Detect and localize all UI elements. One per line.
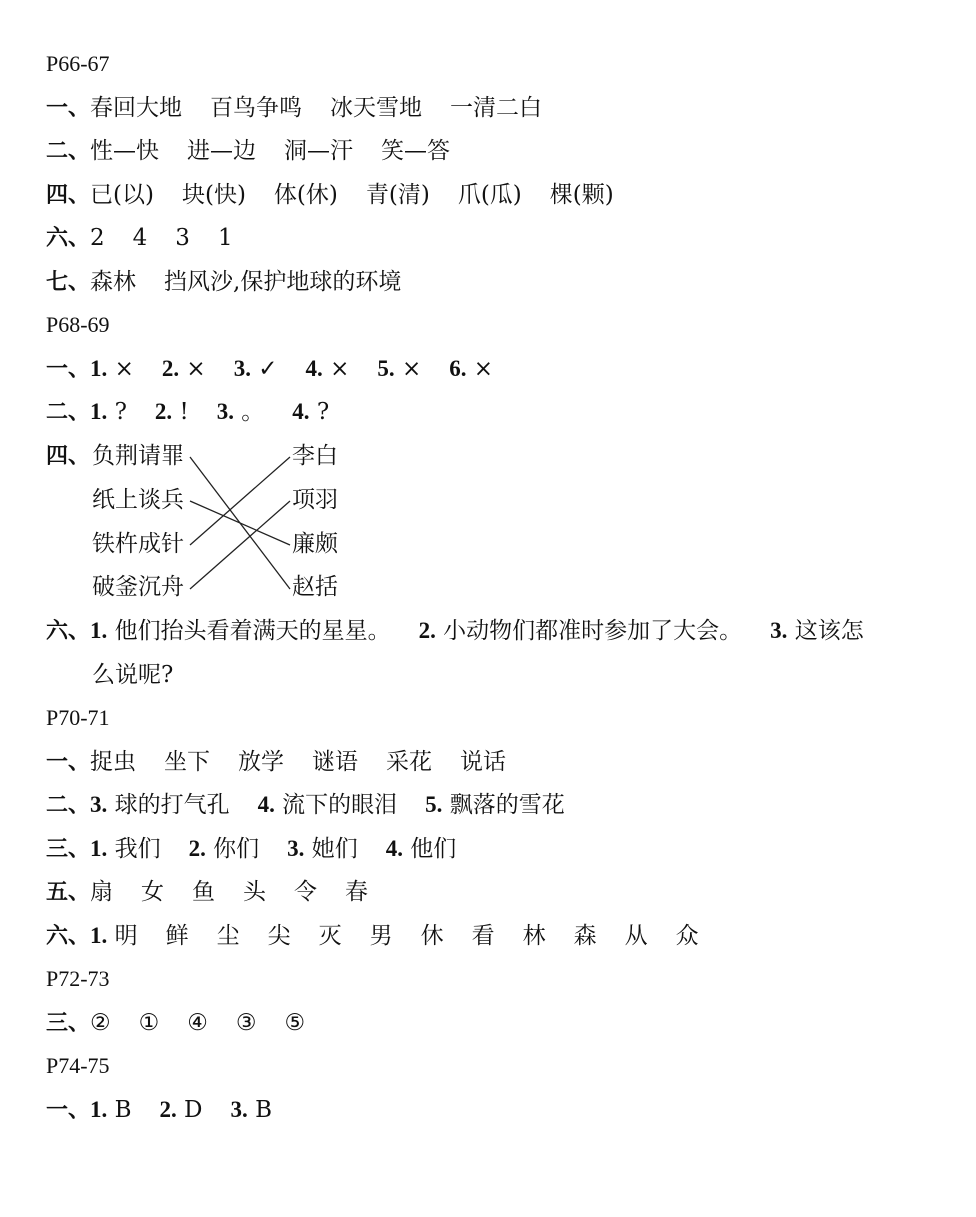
answer: 她们 — [311, 836, 358, 862]
answer: 飘落的雪花 — [449, 792, 565, 818]
p72-q3 — [46, 1003, 305, 1043]
idiom-left: 负荆请罪 — [92, 443, 184, 469]
section-label: 六、 — [46, 924, 91, 949]
item-number: 3. — [90, 792, 108, 817]
answer: 男 — [369, 923, 393, 949]
page-ref-p72: P72-73 — [46, 966, 110, 991]
answer: ⑤ — [284, 1010, 306, 1036]
item-number: 1. — [90, 356, 108, 381]
answer: 爪(瓜) — [457, 182, 522, 208]
punctuation-answer: ? — [316, 399, 330, 425]
answer: 众 — [675, 923, 699, 949]
answer: 鱼 — [192, 879, 216, 905]
answer: 你们 — [213, 836, 260, 862]
answer: 令 — [294, 879, 318, 905]
p70-q1 — [46, 742, 506, 782]
section-label: 五、 — [46, 880, 91, 905]
item-number: 3. — [216, 399, 234, 424]
item-number: 4. — [305, 356, 323, 381]
p70-q5 — [46, 872, 368, 912]
answer: ② — [90, 1010, 111, 1036]
answer: 1 — [217, 225, 233, 251]
page-ref-p66: P66-67 — [46, 51, 110, 76]
judgement-mark: ✓ — [258, 356, 278, 382]
answer: 从 — [624, 923, 648, 949]
answer: 扇 — [90, 879, 114, 905]
p66-q2 — [46, 131, 450, 171]
item-number: 4. — [292, 399, 310, 424]
answer: 2 — [90, 225, 105, 251]
answer: 林 — [522, 923, 546, 949]
answer: 块(快) — [181, 182, 246, 208]
section-label: 三、 — [46, 837, 91, 862]
item-number: 1. — [90, 399, 108, 424]
p68-q6-cont — [92, 655, 173, 695]
answer: ④ — [187, 1010, 208, 1036]
answer: 流下的眼泪 — [282, 792, 398, 818]
answer: 3 — [175, 225, 190, 251]
answer: 森 — [573, 923, 597, 949]
p66-q6 — [46, 218, 233, 258]
match-line — [190, 457, 290, 545]
item-number: 5. — [425, 792, 443, 817]
item-number: 2. — [161, 356, 180, 381]
item-number: 2. — [159, 1097, 177, 1122]
choice-answer: B — [114, 1097, 132, 1123]
match-line — [190, 501, 290, 545]
answer: ① — [138, 1010, 160, 1036]
answer: 冰天雪地 — [330, 95, 423, 121]
answer: 坐下 — [164, 749, 211, 775]
page-ref-p74: P74-75 — [46, 1053, 110, 1078]
section-label: 七、 — [46, 270, 91, 295]
idiom-left: 纸上谈兵 — [92, 487, 184, 513]
sentence-answer-cont: 么说呢? — [92, 662, 174, 688]
item-number: 4. — [385, 836, 403, 861]
p68-q6 — [46, 611, 864, 651]
answer: 性—快 — [90, 138, 160, 164]
answer: 春回大地 — [90, 95, 183, 121]
sentence-answer: 小动物们都准时参加了大会。 — [443, 618, 743, 644]
p66-q7 — [46, 262, 401, 302]
answer: 尖 — [267, 923, 291, 949]
item-number: 3. — [287, 836, 305, 861]
person-right: 项羽 — [292, 487, 338, 513]
answer: 已(以) — [90, 182, 154, 208]
p74-q1 — [46, 1090, 272, 1130]
punctuation-answer: 。 — [241, 399, 265, 425]
answer: 一清二白 — [450, 95, 543, 121]
answer: 鲜 — [165, 923, 189, 949]
answer: 4 — [132, 225, 148, 251]
section-label: 一、 — [46, 96, 91, 121]
item-number: 6. — [449, 356, 467, 381]
section-label: 六、 — [46, 619, 91, 644]
section-label: 三、 — [46, 1011, 91, 1036]
answer: 进—边 — [187, 138, 257, 164]
item-number: 1. — [90, 836, 108, 861]
person-right: 赵括 — [292, 574, 338, 600]
item-number: 3. — [230, 1097, 248, 1122]
p70-q3 — [46, 829, 456, 869]
answer: 明 — [114, 923, 138, 949]
item-number: 1. — [90, 923, 108, 948]
answer: 头 — [243, 879, 267, 905]
p66-q4 — [46, 175, 614, 215]
section-label: 一、 — [46, 1098, 91, 1123]
answer: 休 — [420, 923, 444, 949]
punctuation-answer: ? — [114, 399, 127, 425]
answer: 挡风沙,保护地球的环境 — [164, 269, 402, 295]
judgement-mark: × — [473, 356, 494, 382]
p70-q2 — [46, 785, 565, 825]
section-label: 一、 — [46, 750, 91, 775]
section-label: 二、 — [46, 793, 91, 818]
answer: 春 — [345, 879, 369, 905]
answer: 笑—答 — [381, 138, 451, 164]
section-label: 四、 — [46, 444, 91, 469]
answer: 说话 — [460, 749, 507, 775]
section-label: 四、 — [46, 183, 91, 208]
answer: 放学 — [238, 749, 285, 775]
item-number: 2. — [154, 399, 173, 424]
page-ref-p70: P70-71 — [46, 705, 110, 730]
p70-q6 — [46, 916, 699, 956]
answer: 他们 — [410, 836, 457, 862]
judgement-mark: × — [401, 356, 422, 382]
item-number: 2. — [188, 836, 206, 861]
sentence-answer: 他们抬头看着满天的星星。 — [114, 618, 391, 644]
answer: 体(休) — [273, 182, 338, 208]
p68-q1 — [46, 349, 493, 389]
section-label: 六、 — [46, 226, 91, 251]
answer: 捉虫 — [90, 749, 137, 775]
judgement-mark: × — [114, 356, 134, 382]
item-number: 1. — [90, 1097, 108, 1122]
answer: 我们 — [114, 836, 161, 862]
item-number: 3. — [233, 356, 251, 381]
answer: 女 — [141, 879, 165, 905]
answer: 青(清) — [365, 182, 430, 208]
answer: 采花 — [386, 749, 433, 775]
p68-q2 — [46, 392, 329, 432]
section-label: 一、 — [46, 357, 91, 382]
person-right: 廉颇 — [292, 531, 338, 557]
idiom-left: 破釜沉舟 — [92, 574, 184, 600]
page-ref-p68: P68-69 — [46, 312, 110, 337]
item-number: 2. — [418, 618, 436, 643]
answer: 尘 — [216, 923, 240, 949]
answer: 洞—汗 — [284, 138, 354, 164]
section-label: 二、 — [46, 400, 91, 425]
p66-q1 — [46, 88, 542, 128]
item-number: 3. — [770, 618, 788, 643]
answer: ③ — [235, 1010, 257, 1036]
item-number: 5. — [377, 356, 395, 381]
answer: 百鸟争鸣 — [210, 95, 303, 121]
person-right: 李白 — [292, 443, 338, 469]
answer: 森林 — [90, 269, 137, 295]
item-number: 1. — [90, 618, 108, 643]
item-number: 4. — [257, 792, 275, 817]
answer: 看 — [471, 923, 495, 949]
judgement-mark: × — [186, 356, 206, 382]
section-label: 二、 — [46, 139, 91, 164]
answer: 棵(颗) — [549, 182, 614, 208]
punctuation-answer: ! — [179, 399, 189, 425]
sentence-answer: 这该怎 — [794, 618, 864, 644]
judgement-mark: × — [330, 356, 350, 382]
answer: 灭 — [318, 923, 342, 949]
answer: 谜语 — [312, 749, 359, 775]
match-line — [190, 501, 290, 589]
answer: 球的打气孔 — [114, 792, 230, 818]
p68-q4-label — [46, 436, 90, 476]
match-line — [190, 457, 290, 589]
choice-answer: D — [184, 1097, 203, 1123]
idiom-left: 铁杵成针 — [92, 531, 184, 557]
choice-answer: B — [255, 1097, 272, 1123]
